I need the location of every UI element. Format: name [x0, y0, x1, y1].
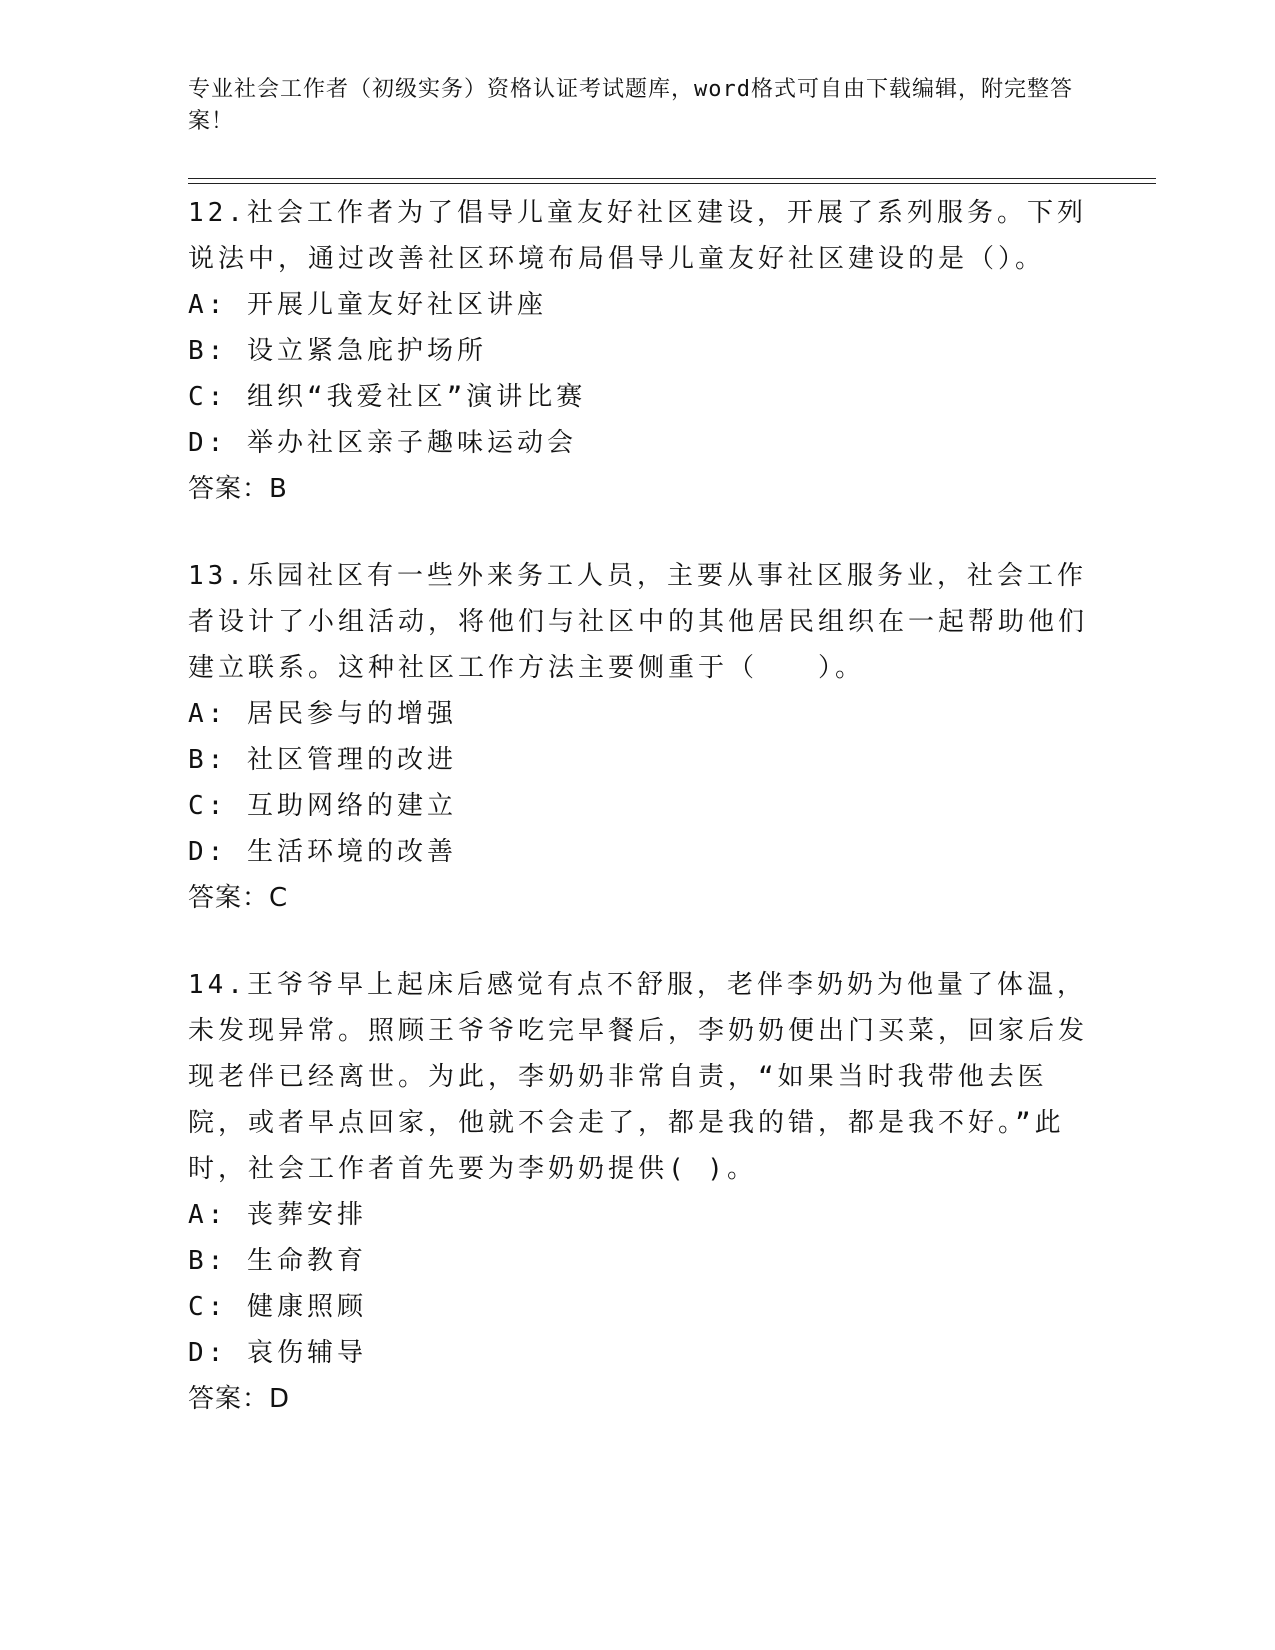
answer-line: 答案：B: [188, 474, 288, 504]
option-c: C: 组织“我爱社区”演讲比赛: [188, 382, 587, 412]
question-list: [188, 190, 1088, 1422]
header-text: 专业社会工作者（初级实务）资格认证考试题库，word格式可自由下载编辑，附完整答案！: [188, 77, 1073, 134]
option-c: C: 互助网络的建立: [188, 791, 457, 821]
option-d: D: 举办社区亲子趣味运动会: [188, 428, 577, 458]
option-b: B: 设立紧急庇护场所: [188, 336, 487, 366]
option-b: B: 生命教育: [188, 1246, 367, 1276]
option-d: D: 生活环境的改善: [188, 837, 457, 867]
question-stem: 12.社会工作者为了倡导儿童友好社区建设，开展了系列服务。下列说法中，通过改善社区环境布局倡导儿童友好社区建设的是（）。: [188, 198, 1087, 274]
option-b: B: 社区管理的改进: [188, 745, 457, 775]
question-stem: 13.乐园社区有一些外来务工人员，主要从事社区服务业，社会工作者设计了小组活动，将他们与社区中的其他居民组织在一起帮助他们建立联系。这种社区工作方法主要侧重于（ ）。: [188, 561, 1089, 683]
question-14: [188, 962, 1088, 1422]
question-stem: 14.王爷爷早上起床后感觉有点不舒服，老伴李奶奶为他量了体温，未发现异常。照顾王爷爷吃完早餐后，李奶奶便出门买菜，回家后发现老伴已经离世。为此，李奶奶非常自责，“如果当时我带他去医院，或者早点回家，他就不会走了，都是我的错，都是我不好。”此时，社会工作者首先要为李奶奶提供( )。: [188, 970, 1089, 1184]
option-d: D: 哀伤辅导: [188, 1338, 367, 1368]
option-a: A: 丧葬安排: [188, 1200, 367, 1230]
answer-line: 答案：D: [188, 1384, 291, 1414]
answer-line: 答案：C: [188, 883, 289, 913]
document-header: [188, 74, 1088, 138]
option-a: A: 开展儿童友好社区讲座: [188, 290, 547, 320]
option-a: A: 居民参与的增强: [188, 699, 457, 729]
header-rule-top: [188, 178, 1156, 179]
question-12: [188, 190, 1088, 512]
header-rule-bottom: [188, 183, 1156, 184]
option-c: C: 健康照顾: [188, 1292, 367, 1322]
question-13: [188, 553, 1088, 921]
